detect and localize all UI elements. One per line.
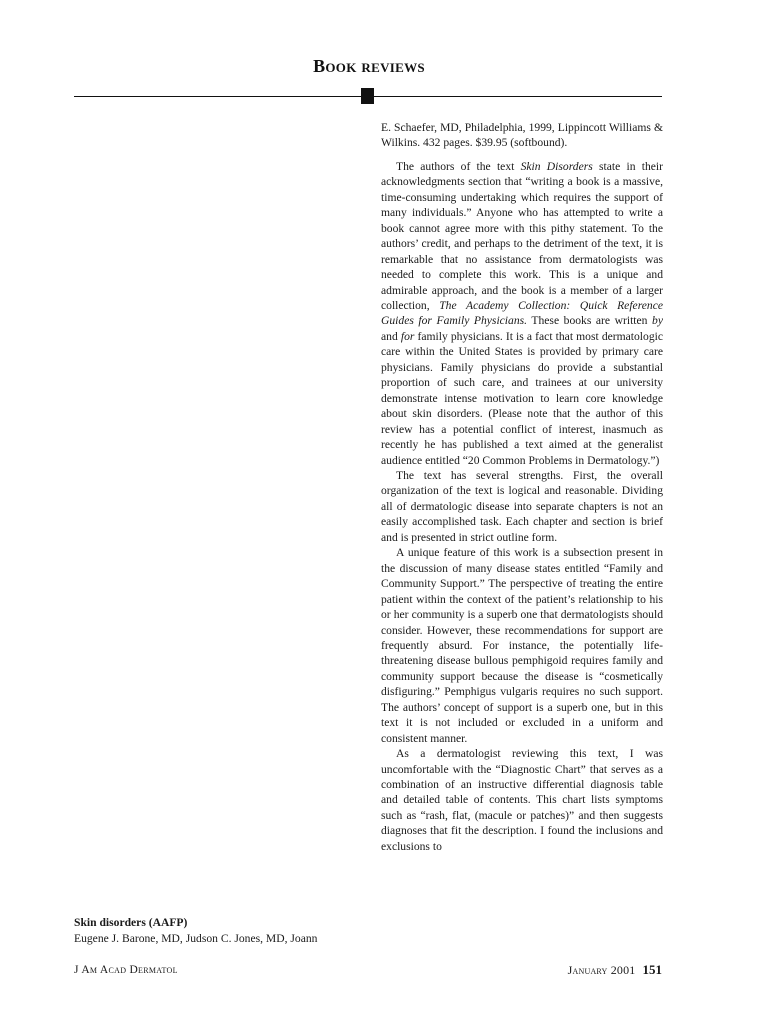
italic-run: for <box>400 329 415 343</box>
italic-run: by <box>652 314 663 328</box>
header-square-marker <box>361 88 374 104</box>
footer-journal: J Am Acad Dermatol <box>74 964 178 976</box>
paragraph-1: The authors of the text Skin Disorders state in their acknowledgments section that “writing a book is a massive, time-consuming undertaking which requires the support of many individuals.” Anyone who has attempted to write a book cannot agree more with this pithy statement. To the authors’ credit, and perhaps to the detriment of the text, it is remarkable that no assistance from dermatologists was needed to complete this work. This is a unique and admirable approach, and the book is a member of a larger collection, The Academy Collection: Quick Reference Guides for Family Physicians. These books are written by and for family physicians. It is a fact that most dermatologic care within the United States is provided by primary care physicians. Family physicians do provide a substantial proportion of such care, and trainees at our university demonstrate intense motivation to learn core knowledge about skin disorders. (Please note that the author of this review has a potential conflict of interest, inasmuch as recently he has published a text aimed at the generalist audience entitled “20 Common Problems in Dermatology.”) <box>381 159 664 467</box>
section-title: Book reviews <box>313 56 425 76</box>
footer-date-page <box>568 962 662 978</box>
paragraph-3: A unique feature of this work is a subsection present in the discussion of many disease states entitled “Family and Community Support.” The perspective of treating the entire patient within the context of the patient’s relationship to his or her community is a superb one that dermatologists should consider. However, these recommendations for support are frequently absurd. For instance, the potentially life-threatening disease bullous pemphigoid requires family and community support because the disease is “cosmetically disfiguring.” Pemphigus vulgaris requires no such support. The authors’ concept of support is a superb one, but in this text it is not included or excluded in a uniform and consistent manner. <box>381 546 663 745</box>
paragraph-2: The text has several strengths. First, the overall organization of the text is logical and reasonable. Dividing all of dermatologic disease into separate chapters is not an easily accomplished task. Each chapter and section is brief and is presented in strict outline form. <box>381 468 663 544</box>
italic-run: Skin Disorders <box>520 159 593 173</box>
citation-continued: E. Schaefer, MD, Philadelphia, 1999, Lippincott Williams & Wilkins. 432 pages. $39.95 (softbound). <box>381 121 663 150</box>
page-number: 151 <box>642 962 662 977</box>
review-book-authors: Eugene J. Barone, MD, Judson C. Jones, MD, Joann <box>74 931 318 945</box>
review-book-title: Skin disorders (AAFP) <box>74 916 188 929</box>
paragraph-4: As a dermatologist reviewing this text, I was uncomfortable with the “Diagnostic Chart” that serves as a combination of an instructive differential diagnosis table and detailed table of contents. This chart lists symptoms such as “rash, flat, (macule or patches)” and then suggests diagnoses that fit the description. I found the inclusions and exclusions to <box>381 747 663 853</box>
review-body-column <box>381 120 663 854</box>
italic-run: The Academy Collection: Quick Reference Guides for Family Physicians. <box>381 298 664 328</box>
footer-date: January 2001 <box>567 963 636 977</box>
review-heading-block <box>74 915 364 946</box>
